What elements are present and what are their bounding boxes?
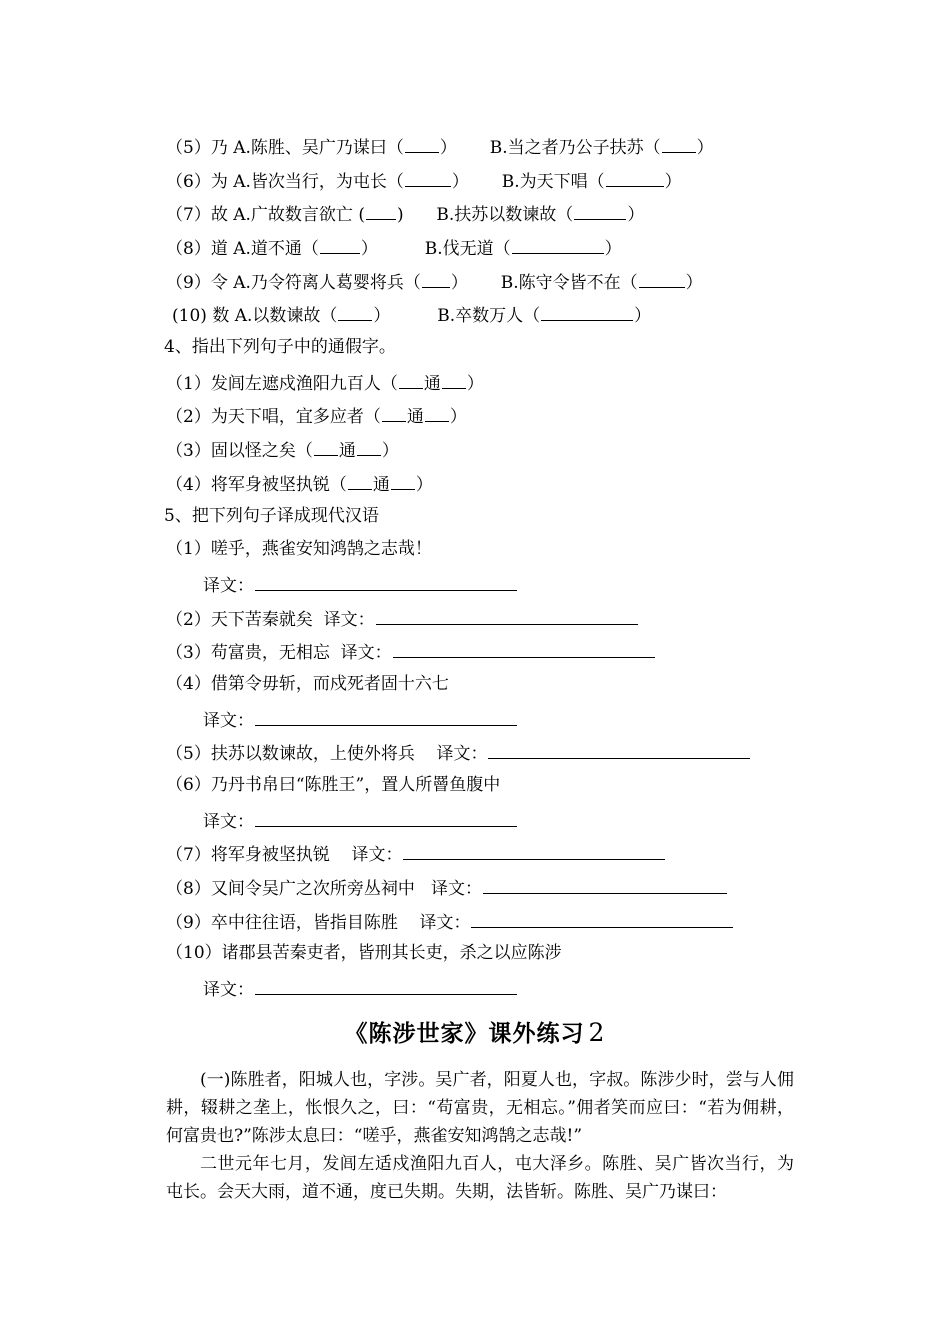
q5-item-6: （6）乃丹书帛曰“陈胜王”，置人所罾鱼腹中 [166,775,501,795]
q5-item-7: （7）将军身被坚执锐 译文： [166,841,666,866]
q5-item-9: （9）卒中往往语，皆指目陈胜 译文： [166,909,734,934]
item-number: （9） [166,273,211,293]
answer-blank[interactable] [425,403,449,422]
item-number: （8） [166,239,211,259]
translation-label: 译文： [436,744,488,764]
translation-label: 译文： [419,913,471,933]
item-number: （5） [166,138,211,158]
answer-blank[interactable] [422,269,450,288]
answer-blank[interactable] [391,471,415,490]
answer-blank[interactable] [338,302,372,321]
translation-label: 译文： [351,845,403,865]
option-a: A.广故数言欲亡 ( [233,205,365,225]
translation-blank[interactable] [483,875,727,894]
q4-item-2: （2）为天下唱，宜多应者（ 通 ） [166,403,467,428]
option-b: B.伐无道（ [424,239,511,259]
answer-blank[interactable] [366,201,396,220]
q4-item-4: （4）将军身被坚执锐（ 通 ） [166,471,433,496]
option-b: B.扶苏以数谏故（ [436,205,574,225]
item-word: 故 [210,205,228,225]
tong-label: 通 [423,374,441,394]
section-title-number: 2 [588,1018,606,1047]
item-word: 乃 [210,138,228,158]
tong-label: 通 [372,475,390,495]
translation-blank[interactable] [255,808,517,827]
section-title [0,1018,950,1049]
translation-label: 译文： [203,980,254,1000]
q5-item-1-translation [203,572,518,597]
answer-blank[interactable] [314,437,338,456]
translation-blank[interactable] [403,841,665,860]
item-word: 数 [212,306,230,326]
answer-blank[interactable] [541,302,633,321]
answer-blank[interactable] [662,134,696,153]
translation-label: 译文： [203,711,254,731]
translation-blank[interactable] [488,740,750,759]
q5-item-8: （8）又间令吴广之次所旁丛祠中 译文： [166,875,728,900]
q3-item-6: （6）为 A.皆次当行，为屯长（ ） B.为天下唱（ ） [166,168,682,193]
option-b: B.卒数万人（ [437,306,541,326]
answer-blank[interactable] [382,403,406,422]
q3-item-9: （9）令 A.乃令符离人葛婴将兵（ ） B.陈守令皆不在（ ） [166,269,703,294]
passage-paragraph-2: 二世元年七月，发闾左适戍渔阳九百人，屯大泽乡。陈胜、吴广皆次当行，为屯长。会天大雨，道不通，度已失期。失期，法皆斩。陈胜、吴广乃谋曰： [166,1154,794,1202]
q5-item-4: （4）借第令毋斩，而戍死者固十六七 [166,674,449,694]
answer-blank[interactable] [399,370,423,389]
passage-paragraph-1: (一)陈胜者，阳城人也，字涉。吴广者，阳夏人也，字叔。陈涉少时，尝与人佣耕，辍耕之垄上，怅恨久之，曰：“苟富贵，无相忘。”佣者笑而应曰：“若为佣耕，何富贵也?”陈涉太息曰：“嗟乎，燕雀安知鸿鹄之志哉!” [166,1070,794,1146]
option-b: B.陈守令皆不在（ [500,273,638,293]
q4-item-3: （3）固以怪之矣（ 通 ） [166,437,399,462]
answer-blank[interactable] [348,471,372,490]
answer-blank[interactable] [606,168,664,187]
translation-blank[interactable] [255,707,517,726]
option-a: A.道不通（ [233,239,319,259]
item-number: （6） [166,172,211,192]
answer-blank[interactable] [357,437,381,456]
option-b: B.为天下唱（ [501,172,605,192]
answer-blank[interactable] [442,370,466,389]
option-a: A.乃令符离人葛婴将兵（ [233,273,421,293]
item-number: (10) [172,306,207,326]
q4-item-1: （1）发闾左遮戍渔阳九百人（ 通 ） [166,370,484,395]
option-a: A.陈胜、吴广乃谋曰（ [233,138,404,158]
q4-heading: 4、指出下列句子中的通假字。 [164,337,396,357]
translation-blank[interactable] [471,909,733,928]
q3-item-7: （7）故 A.广故数言欲亡 ( ) B.扶苏以数谏故（ ） [166,201,644,226]
q5-item-10: （10）诸郡县苦秦吏者，皆刑其长吏，杀之以应陈涉 [166,943,562,963]
q5-item-6-translation [203,808,518,833]
item-word: 道 [210,239,228,259]
translation-label: 译文： [340,643,392,663]
item-word: 令 [210,273,228,293]
q3-item-5: （5）乃 A.陈胜、吴广乃谋曰（ ） B.当之者乃公子扶苏（ ） [166,134,714,159]
section-title-text: 《陈涉世家》课外练习 [344,1020,585,1047]
answer-blank[interactable] [639,269,685,288]
item-word: 为 [210,172,228,192]
answer-blank[interactable] [405,134,439,153]
q5-item-1: （1）嗟乎，燕雀安知鸿鹄之志哉！ [166,539,432,559]
q3-item-8: （8）道 A.道不通（ ） B.伐无道（ ） [166,235,622,260]
translation-blank[interactable] [393,639,655,658]
translation-label: 译文： [203,812,254,832]
answer-blank[interactable] [574,201,626,220]
tong-label: 通 [338,441,356,461]
translation-blank[interactable] [255,572,517,591]
translation-blank[interactable] [255,976,517,995]
item-number: （7） [166,205,211,225]
answer-blank[interactable] [405,168,451,187]
q5-item-2: （2）天下苦秦就矣 译文： [166,606,639,631]
translation-blank[interactable] [376,606,638,625]
q5-item-3: （3）苟富贵，无相忘 译文： [166,639,656,664]
q3-item-10: (10) 数 A.以数谏故（ ） B.卒数万人（ ） [172,302,651,327]
option-a: A.皆次当行，为屯长（ [233,172,404,192]
q5-heading: 5、把下列句子译成现代汉语 [164,506,379,526]
option-a: A.以数谏故（ [234,306,338,326]
tong-label: 通 [406,407,424,427]
translation-label: 译文： [431,879,483,899]
q5-item-4-translation [203,707,518,732]
q5-item-10-translation [203,976,518,1001]
option-b: B.当之者乃公子扶苏（ [489,138,661,158]
q5-item-5: （5）扶苏以数谏故，上使外将兵 译文： [166,740,751,765]
translation-label: 译文： [323,610,375,630]
answer-blank[interactable] [320,235,360,254]
translation-label: 译文： [203,576,254,596]
answer-blank[interactable] [512,235,604,254]
